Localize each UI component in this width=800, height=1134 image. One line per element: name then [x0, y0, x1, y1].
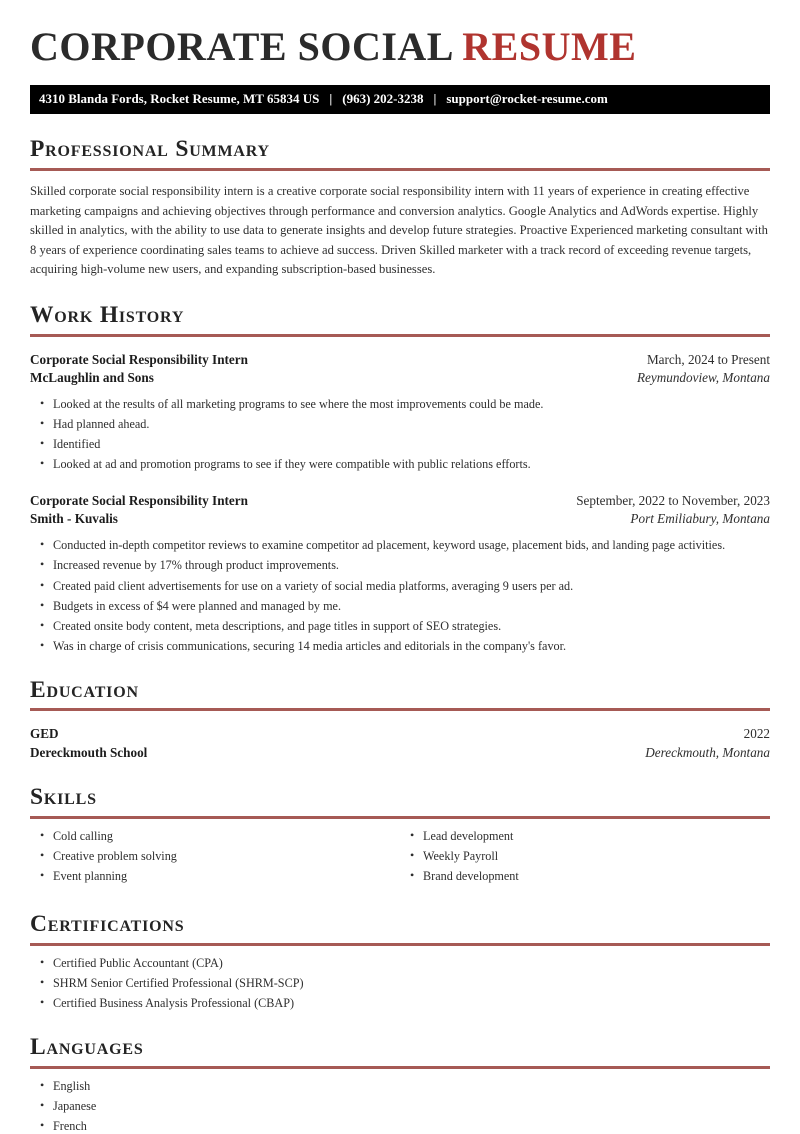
job-location: Port Emiliabury, Montana: [630, 510, 770, 528]
job-bullet-list: [30, 538, 770, 654]
job-bullet: • Increased revenue by 17% through product improvements.: [53, 558, 770, 574]
section-heading-professional-summary: Professional Summary: [30, 137, 770, 171]
contact-separator: |: [329, 91, 332, 106]
skill-item: • Brand development: [423, 869, 770, 885]
education-school-row: [30, 744, 770, 762]
languages-list: [30, 1079, 770, 1134]
job-bullet: • Was in charge of crisis communications, securing 14 media articles and editorials in the company's favor.: [53, 639, 770, 655]
language-item: • Japanese: [53, 1099, 770, 1115]
education-year: 2022: [744, 725, 770, 743]
education-school: Dereckmouth School: [30, 744, 147, 762]
job-company: Smith - Kuvalis: [30, 510, 118, 528]
contact-address: 4310 Blanda Fords, Rocket Resume, MT 65834 US: [39, 91, 319, 106]
skill-item: • Cold calling: [53, 829, 400, 845]
contact-email: support@rocket-resume.com: [446, 91, 607, 106]
section-languages: [30, 1035, 770, 1134]
job-bullet: • Looked at ad and promotion programs to see if they were compatible with public relations efforts.: [53, 457, 770, 473]
section-work-history: [30, 303, 770, 655]
section-certifications: [30, 912, 770, 1012]
certification-item: • SHRM Senior Certified Professional (SHRM-SCP): [53, 976, 770, 992]
skill-item: • Creative problem solving: [53, 849, 400, 865]
contact-bar: [30, 85, 770, 114]
job-location: Reymundoview, Montana: [637, 369, 770, 387]
certification-item: • Certified Public Accountant (CPA): [53, 956, 770, 972]
job-entry: [30, 351, 770, 473]
page-title-main: CORPORATE SOCIAL: [30, 24, 452, 69]
job-bullet: • Identified: [53, 437, 770, 453]
professional-summary-text: Skilled corporate social responsibility intern is a creative corporate social responsibility intern with 11 years of experience in creating effective marketing campaigns and achieving objectives through performance and conversion analytics. Google Analytics and AdWords expertise. Highly skilled in analytics, with the ability to use data to generate insights and develop future strategies. Proactive Experienced marketing consultant with 8 years of experience coordinating sales teams to achieve ad success. Driven Skilled marketer with a track record of exceeding revenue targets, acquiring high-volume new users, and expanding subscription-based businesses.: [30, 182, 770, 280]
education-degree: GED: [30, 725, 59, 743]
skills-list-right: [400, 829, 770, 889]
education-degree-row: [30, 725, 770, 743]
section-education: [30, 678, 770, 762]
skills-columns: [30, 829, 770, 889]
language-item: • English: [53, 1079, 770, 1095]
job-title: Corporate Social Responsibility Intern: [30, 492, 248, 510]
skill-item: • Weekly Payroll: [423, 849, 770, 865]
section-heading-skills: Skills: [30, 785, 770, 819]
job-company-row: [30, 510, 770, 528]
job-bullet: • Budgets in excess of $4 were planned and managed by me.: [53, 599, 770, 615]
job-dates: September, 2022 to November, 2023: [576, 492, 770, 510]
job-bullet: • Had planned ahead.: [53, 417, 770, 433]
contact-phone: (963) 202-3238: [342, 91, 423, 106]
job-title: Corporate Social Responsibility Intern: [30, 351, 248, 369]
job-bullet: • Looked at the results of all marketing programs to see where the most improvements could be made.: [53, 397, 770, 413]
certification-item: • Certified Business Analysis Professional (CBAP): [53, 996, 770, 1012]
job-company: McLaughlin and Sons: [30, 369, 154, 387]
section-heading-education: Education: [30, 678, 770, 712]
skill-item: • Lead development: [423, 829, 770, 845]
section-heading-certifications: Certifications: [30, 912, 770, 946]
skills-list-left: [30, 829, 400, 889]
page-title: [30, 26, 770, 68]
skill-item: • Event planning: [53, 869, 400, 885]
job-bullet: • Conducted in-depth competitor reviews to examine competitor ad placement, keyword usage, placement bids, and landing page activities.: [53, 538, 770, 554]
job-entry: [30, 492, 770, 655]
contact-separator: |: [433, 91, 436, 106]
job-bullet-list: [30, 397, 770, 473]
education-entry: [30, 725, 770, 761]
education-location: Dereckmouth, Montana: [645, 744, 770, 762]
language-item: • French: [53, 1119, 770, 1134]
section-professional-summary: [30, 137, 770, 279]
job-company-row: [30, 369, 770, 387]
job-dates: March, 2024 to Present: [647, 351, 770, 369]
job-title-row: [30, 351, 770, 369]
job-bullet: • Created paid client advertisements for use on a variety of social media platforms, averaging 9 users per ad.: [53, 579, 770, 595]
section-heading-work-history: Work History: [30, 303, 770, 337]
certifications-list: [30, 956, 770, 1012]
page-title-accent: RESUME: [462, 24, 636, 69]
section-skills: [30, 785, 770, 889]
job-title-row: [30, 492, 770, 510]
job-bullet: • Created onsite body content, meta descriptions, and page titles in support of SEO strategies.: [53, 619, 770, 635]
section-heading-languages: Languages: [30, 1035, 770, 1069]
